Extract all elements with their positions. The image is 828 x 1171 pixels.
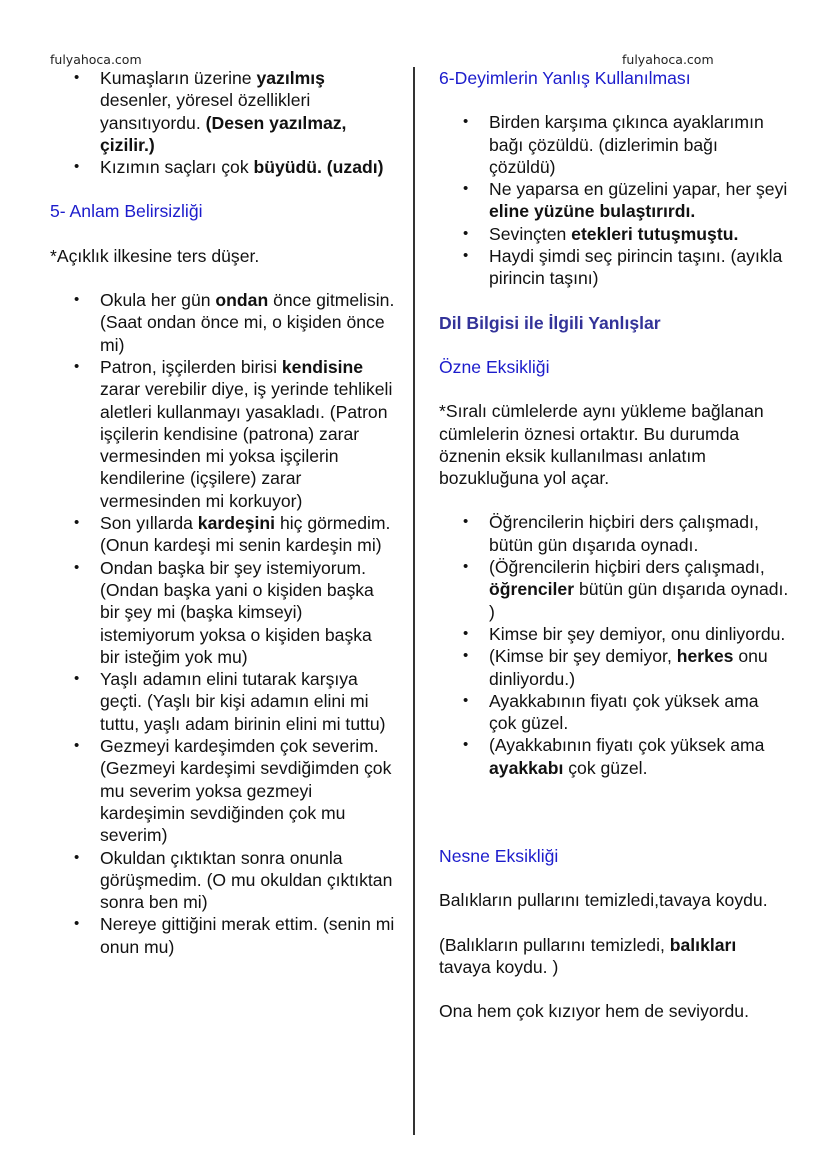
text-run: Kızımın saçları çok [100, 157, 254, 178]
list-item [489, 245, 789, 290]
text-run: bütün gün dışarıda oynadı. ) [489, 579, 789, 622]
bold-text: etekleri tutuşmuştu. [571, 223, 739, 244]
list-item [489, 645, 789, 690]
section-5-list [50, 289, 395, 958]
text-run: (Ayakkabının fiyatı çok yüksek ama [489, 735, 765, 756]
text-run: Yaşlı adamın elini tutarak karşıya geçti. (Yaşlı bir kişi adamın elini mi tuttu, yaşlı adam birinin elini mi tuttu) [100, 669, 386, 734]
text-run: Birden karşıma çıkınca ayaklarımın bağı çözüldü. (dizlerimin bağı çözüldü) [489, 112, 764, 177]
list-item [100, 913, 395, 958]
section-5-note: *Açıklık ilkesine ters düşer. [50, 245, 260, 266]
subject-title: Özne Eksikliği [439, 356, 550, 377]
bold-text: (Desen yazılmaz, çizilir.) [100, 112, 347, 155]
text-run: (Kimse bir şey demiyor, [489, 646, 677, 667]
list-item [489, 223, 789, 245]
list-item [489, 511, 789, 556]
list-item [489, 111, 789, 178]
subject-list [439, 511, 789, 779]
text-run: Ayakkabının fiyatı çok yüksek ama çok güzel. [489, 690, 759, 734]
text-run: desenler, yöresel özellikleri yansıtıyordu. [100, 90, 311, 133]
list-item [100, 557, 395, 668]
text-run: Patron, işçilerden birisi [100, 356, 282, 377]
list-item [100, 512, 395, 557]
text-run: Okula her gün [100, 290, 216, 311]
text-run: Kimse bir şey demiyor, onu dinliyordu. [489, 623, 786, 644]
list-item [100, 847, 395, 914]
text-run: tavaya koydu. ) [439, 956, 559, 977]
text-run: Sevinçten [489, 223, 572, 244]
list-item [489, 178, 789, 223]
right-column [439, 67, 789, 1023]
list-item [100, 289, 395, 356]
text-run: Nereye gittiğini merak ettim. (senin mi onun mu) [100, 914, 395, 957]
list-item [100, 67, 395, 156]
site-label-right: fulyahoca.com [622, 52, 714, 67]
section-6-list [439, 111, 789, 289]
subject-note: *Sıralı cümlelerde aynı yükleme bağlanan cümlelerin öznesi ortaktır. Bu durumda öznenin eksik kullanılması anlatım bozukluğuna yol açar. [439, 401, 764, 489]
text-run: Haydi şimdi seç pirincin taşını. (ayıkla pirincin taşını) [489, 246, 783, 289]
text-run: (Öğrencilerin hiçbiri ders çalışmadı, [489, 557, 765, 578]
list-item [100, 735, 395, 846]
text-run: hiç görmedim. (Onun kardeşi mi senin kardeşin mi) [100, 513, 391, 556]
top-list [50, 67, 395, 178]
object-paragraphs [439, 889, 789, 1022]
text-run: zarar verebilir diye, iş yerinde tehlikeli aletleri kullanmayı yasakladı. (Patron işçilerin kendisine (patrona) zarar vermesinden mi yoksa işçilerin kendilerine (içşilere) zarar vermesinden mi korkuyor) [100, 379, 393, 511]
bold-text: eline yüzüne bulaştırırdı. [489, 201, 696, 222]
text-run: Kumaşların üzerine [100, 68, 257, 88]
bold-text: yazılmış [256, 68, 325, 88]
text-run: Öğrencilerin hiçbiri ders çalışmadı, bütün gün dışarıda oynadı. [489, 512, 759, 555]
bold-text: ayakkabı [489, 757, 564, 778]
bold-text: kendisine [281, 356, 364, 377]
left-column [50, 67, 395, 958]
text-run: (Balıkların pullarını temizledi, [439, 934, 670, 955]
text-run: Okuldan çıktıktan sonra onunla görüşmedim. (O mu okuldan çıktıktan sonra ben mi) [100, 847, 393, 913]
text-run: Ondan başka bir şey istemiyorum. (Ondan başka yani o kişiden başka bir şey mi (başka kimseyi) istemiyorum yoksa o kişiden başka bir isteğim yok mu) [100, 557, 374, 667]
list-item [489, 623, 789, 645]
paragraph [439, 1000, 789, 1022]
bold-text: büyüdü. (uzadı) [253, 157, 384, 178]
bold-text: herkes [676, 646, 734, 667]
list-item [100, 356, 395, 512]
text-run: Balıkların pullarını temizledi,tavaya koydu. [439, 890, 768, 911]
text-run: çok güzel. [563, 757, 648, 778]
site-label-left: fulyahoca.com [50, 52, 142, 67]
text-run: Gezmeyi kardeşimden çok severim. (Gezmeyi kardeşimi sevdiğimden çok mu severim yoksa gezmeyi kardeşimin sevdiğinden çok mu severim) [100, 736, 392, 846]
bold-text: kardeşini [197, 513, 276, 534]
paragraph [439, 889, 789, 911]
text-run: Son yıllarda [100, 513, 198, 534]
bold-text: öğrenciler [489, 579, 575, 600]
paragraph [439, 934, 789, 979]
list-item [489, 734, 789, 779]
list-item [100, 668, 395, 735]
text-run: önce gitmelisin. (Saat ondan önce mi, o kişiden önce mi) [100, 290, 395, 355]
text-run: Ne yaparsa en güzelini yapar, her şeyi [489, 179, 788, 200]
list-item [489, 556, 789, 623]
bold-text: ondan [215, 290, 269, 311]
section-6-title: 6-Deyimlerin Yanlış Kullanılması [439, 68, 691, 88]
column-divider [413, 67, 415, 1135]
bold-text: balıkları [669, 934, 737, 955]
grammar-title: Dil Bilgisi ile İlgili Yanlışlar [439, 312, 661, 333]
object-title: Nesne Eksikliği [439, 846, 559, 867]
text-run: Ona hem çok kızıyor hem de seviyordu. [439, 1001, 749, 1022]
list-item [489, 690, 789, 735]
text-run: onu dinliyordu.) [489, 646, 768, 689]
section-5-title: 5- Anlam Belirsizliği [50, 201, 203, 222]
list-item [100, 156, 395, 178]
